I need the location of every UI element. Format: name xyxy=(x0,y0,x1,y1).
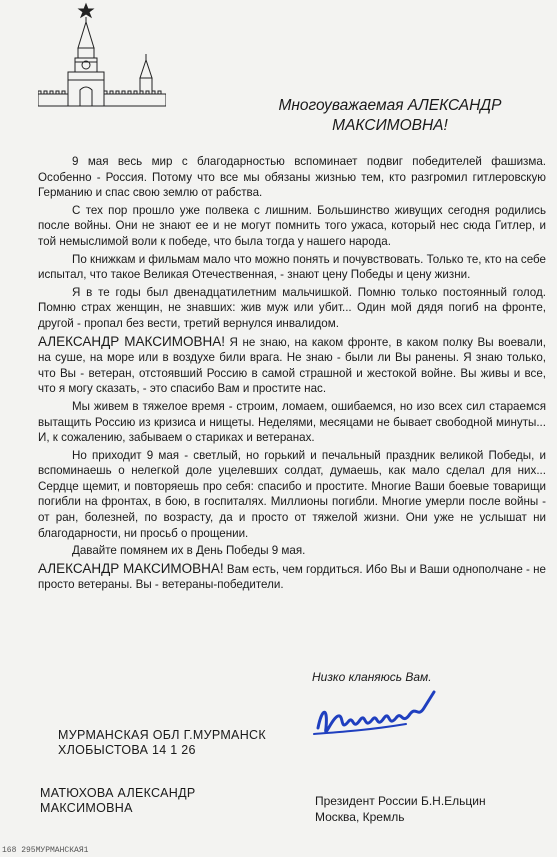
paragraph-remember: Давайте помянем их в День Победы 9 мая. xyxy=(72,544,306,558)
address-caps: АЛЕКСАНДР МАКСИМОВНА! xyxy=(38,333,225,349)
pride-text: Вам есть, чем гордиться. Ибо Вы и Ваши однополчане - не просто ветераны. Вы - ветераны-победители. xyxy=(38,562,546,592)
paragraph-victory: 9 мая весь мир с благодарностью вспоминает подвиг победителей фашизма. Особенно - Россия. Потому что все мы обязаны жизнью тем, кто разгромил гитлеровскую Германию и спас свою землю от рабства. xyxy=(38,155,546,200)
sender-line-2: Москва, Кремль xyxy=(315,810,405,824)
pride-caps: АЛЕКСАНДР МАКСИМОВНА! xyxy=(38,560,224,576)
sender-line-1: Президент России Б.Н.Ельцин xyxy=(315,794,486,808)
address-line-2: ХЛОБЫСТОВА 14 1 26 xyxy=(58,743,196,757)
paragraph-childhood: Я в те годы был двенадцатилетним мальчишкой. Помню только постоянный голод. Помню страх женщин, не знавших: жив муж или убит... Один мой дядя погиб на фронте, другой - пропал без вести, третий вернулся инвалидом. xyxy=(38,285,546,330)
paragraph-address xyxy=(38,334,546,397)
recipient-line-1: МАТЮХОВА АЛЕКСАНДР xyxy=(40,786,196,800)
footer-code: 168 295МУРМАНСКАЯ1 xyxy=(2,846,89,855)
paragraph-half-century: С тех пор прошло уже полвека с лишним. Большинство живущих сегодня родились после войны. Они не знают ее и не могут помнить того ужаса, который нес сюда Гитлер, и той немыслимой воли к победе, что была тогда у нашего народа. xyxy=(38,203,546,248)
sender-block xyxy=(315,793,486,825)
address-block xyxy=(58,728,266,758)
paragraph-books-films: По книжкам и фильмам мало что можно понять и почувствовать. Только те, кто на себе испытал, что такое Великая Отечественная, - знают цену Победы и цену жизни. xyxy=(38,252,546,282)
recipient-line-2: МАКСИМОВНА xyxy=(40,801,133,815)
signature-icon xyxy=(310,688,440,748)
address-text: Я не знаю, на каком фронте, в каком полку Вы воевали, на суше, на море или в воздухе били врага. Не знаю - были ли Вы ранены. Я знаю только, что Вы - ветеран, отстоявший Россию в самой страшной и жестокой войне. Вы живы и все, что я могу сказать, - это спасибо Вам и простите нас. xyxy=(38,335,546,396)
paragraph-hard-times: Мы живем в тяжелое время - строим, ломаем, ошибаемся, но изо всех сил стараемся вытащить Россию из кризиса и нищеты. Неделями, месяцами не бывает свободной минуты... И, к сожалению, забываем о стариках и ветеранах. xyxy=(38,399,546,445)
paragraph-may-9: Но приходит 9 мая - светлый, но горький и печальный праздник великой Победы, и вспоминаешь о нелегкой доле уцелевших солдат, думаешь, как мало сделал для них... Сердце щемит, и повторяешь про себя: спасибо и простите. Многие Ваши боевые товарищи погибли на фронтах, в бою, в госпиталях. Миллионы погибли. Многие умерли после войны - от ран, болезней, по возрасту, да и просто от тяжелой жизни. Они уже не услышат ни благодарности, ни просьб о прощении. xyxy=(38,448,546,540)
salutation-line-2: МАКСИМОВНА! xyxy=(332,117,448,134)
closing-line: Низко кланяюсь Вам. xyxy=(312,670,432,684)
kremlin-tower-icon xyxy=(38,2,166,110)
paragraph-pride xyxy=(38,561,546,593)
address-line-1: МУРМАНСКАЯ ОБЛ Г.МУРМАНСК xyxy=(58,728,266,742)
letter-body xyxy=(38,154,546,595)
recipient-block xyxy=(40,786,195,816)
salutation-line-1: Многоуважаемая АЛЕКСАНДР xyxy=(278,97,502,114)
salutation xyxy=(250,96,530,136)
